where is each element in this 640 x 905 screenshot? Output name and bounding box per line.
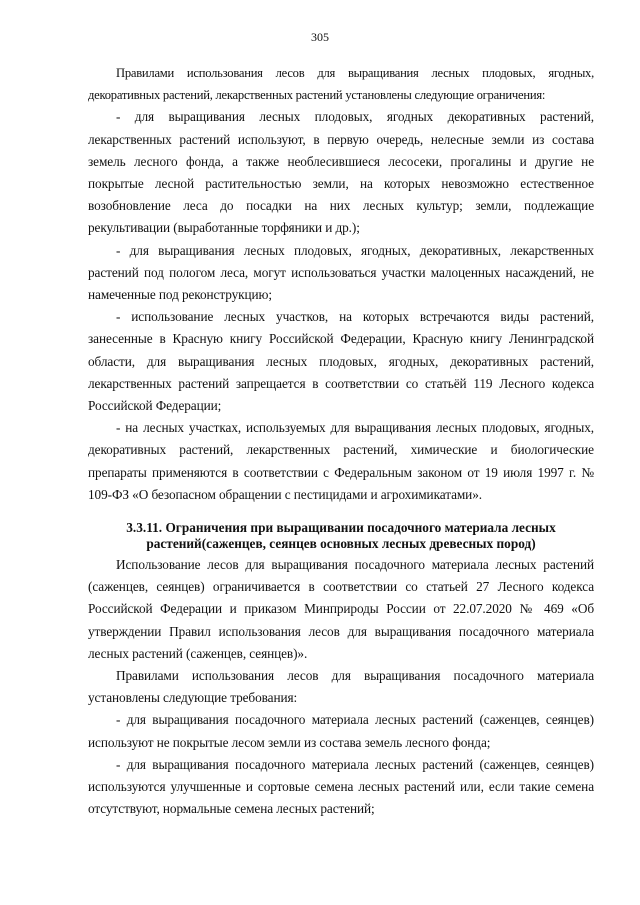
requirement-item: - для выращивания посадочного материала лесных растений (саженцев, сеянцев) используют не покрытые лесом земли из состава земель лесного фонда; [88, 712, 594, 750]
section-heading-line: 3.3.11. Ограничения при выращивании посадочного материала лесных [126, 520, 556, 536]
section-heading-line: растений(саженцев, сеянцев основных лесных древесных пород) [146, 536, 536, 552]
section-heading [88, 520, 594, 552]
intro-paragraph: Правилами использования лесов для выращивания лесных плодовых, ягодных, декоративных растений, лекарственных растений установлены следующие ограничения: [88, 66, 594, 103]
body-paragraph: Правилами использования лесов для выращивания посадочного материала установлены следующие требования: [88, 668, 594, 706]
restriction-item: - для выращивания лесных плодовых, ягодных декоративных растений, лекарственных растений используют, в первую очередь, нелесные земли из состава земель лесного фонда, а также необлесившиеся лесосеки, прогалины и другие не покрытые лесной растительностью земли, на которых невозможно естественное возобновление леса до посадки на них лесных культур; земли, подлежащие рекультивации (выработанные торфяники и др.); [88, 109, 594, 236]
restriction-item: - на лесных участках, используемых для выращивания лесных плодовых, ягодных, декоративных растений, лекарственных растений, химические и биологические препараты применяются в соответствии с Федеральным законом от 19 июля 1997 г. № 109-ФЗ «О безопасном обращении с пестицидами и агрохимикатами». [88, 420, 594, 502]
requirement-item: - для выращивания посадочного материала лесных растений (саженцев, сеянцев) используются улучшенные и сортовые семена лесных растений или, если такие семена отсутствуют, нормальные семена лесных растений; [88, 756, 594, 817]
restriction-item: - для выращивания лесных плодовых, ягодных, декоративных, лекарственных растений под пологом леса, могут использоваться участки малоценных насаждений, не намеченные под реконструкцию; [88, 242, 594, 303]
restriction-item: - использование лесных участков, на которых встречаются виды растений, занесенные в Красную книгу Российской Федерации, Красную книгу Ленинградской области, для выращивания лесных плодовых, ягодных, декоративных растений, лекарственных растений запрещается в соответствии со статьёй 119 Лесного кодекса Российской Федерации; [88, 309, 594, 414]
page-number: 305 [311, 30, 329, 44]
body-paragraph: Использование лесов для выращивания посадочного материала лесных растений (саженцев, сеянцев) ограничивается в соответствии со статьей 27 Лесного кодекса Российской Федерации и приказом Минприроды России от 22.07.2020 № 469 «Об утверждении Правил использования лесов для выращивания посадочного материала лесных растений (саженцев, сеянцев)». [88, 557, 594, 661]
page-content [88, 62, 594, 821]
